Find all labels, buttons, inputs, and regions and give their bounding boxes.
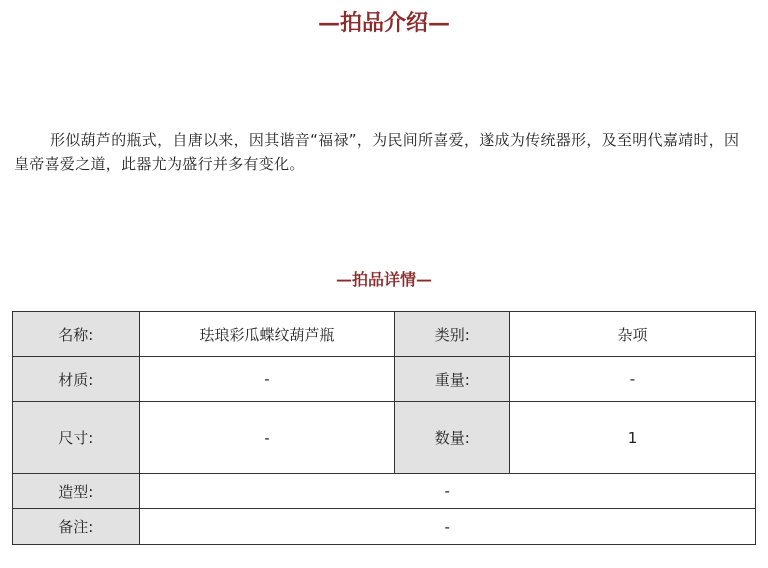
quantity-label: 数量: <box>395 402 510 474</box>
table-row <box>13 474 756 509</box>
table-row <box>13 509 756 545</box>
details-title: —拍品详情— <box>335 270 432 289</box>
category-label: 类别: <box>395 312 510 357</box>
intro-title: —拍品介绍— <box>317 10 450 36</box>
table-row <box>13 357 756 402</box>
material-label: 材质: <box>13 357 140 402</box>
shape-label: 造型: <box>13 474 140 509</box>
name-label: 名称: <box>13 312 140 357</box>
intro-paragraph: 形似葫芦的瓶式，自唐以来，因其谐音“福禄”，为民间所喜爱，遂成为传统器形，及至明代嘉靖时，因皇帝喜爱之道，此器尤为盛行并多有变化。 <box>14 131 740 173</box>
weight-label: 重量: <box>395 357 510 402</box>
quantity-value: 1 <box>510 402 756 474</box>
name-value: 珐琅彩瓜蝶纹葫芦瓶 <box>139 312 395 357</box>
shape-value: - <box>139 474 755 509</box>
remark-value: - <box>139 509 755 545</box>
size-label: 尺寸: <box>13 402 140 474</box>
details-table <box>12 311 756 545</box>
remark-label: 备注: <box>13 509 140 545</box>
table-row <box>13 402 756 474</box>
table-row <box>13 312 756 357</box>
category-value: 杂项 <box>510 312 756 357</box>
size-value: - <box>139 402 395 474</box>
material-value: - <box>139 357 395 402</box>
weight-value: - <box>510 357 756 402</box>
